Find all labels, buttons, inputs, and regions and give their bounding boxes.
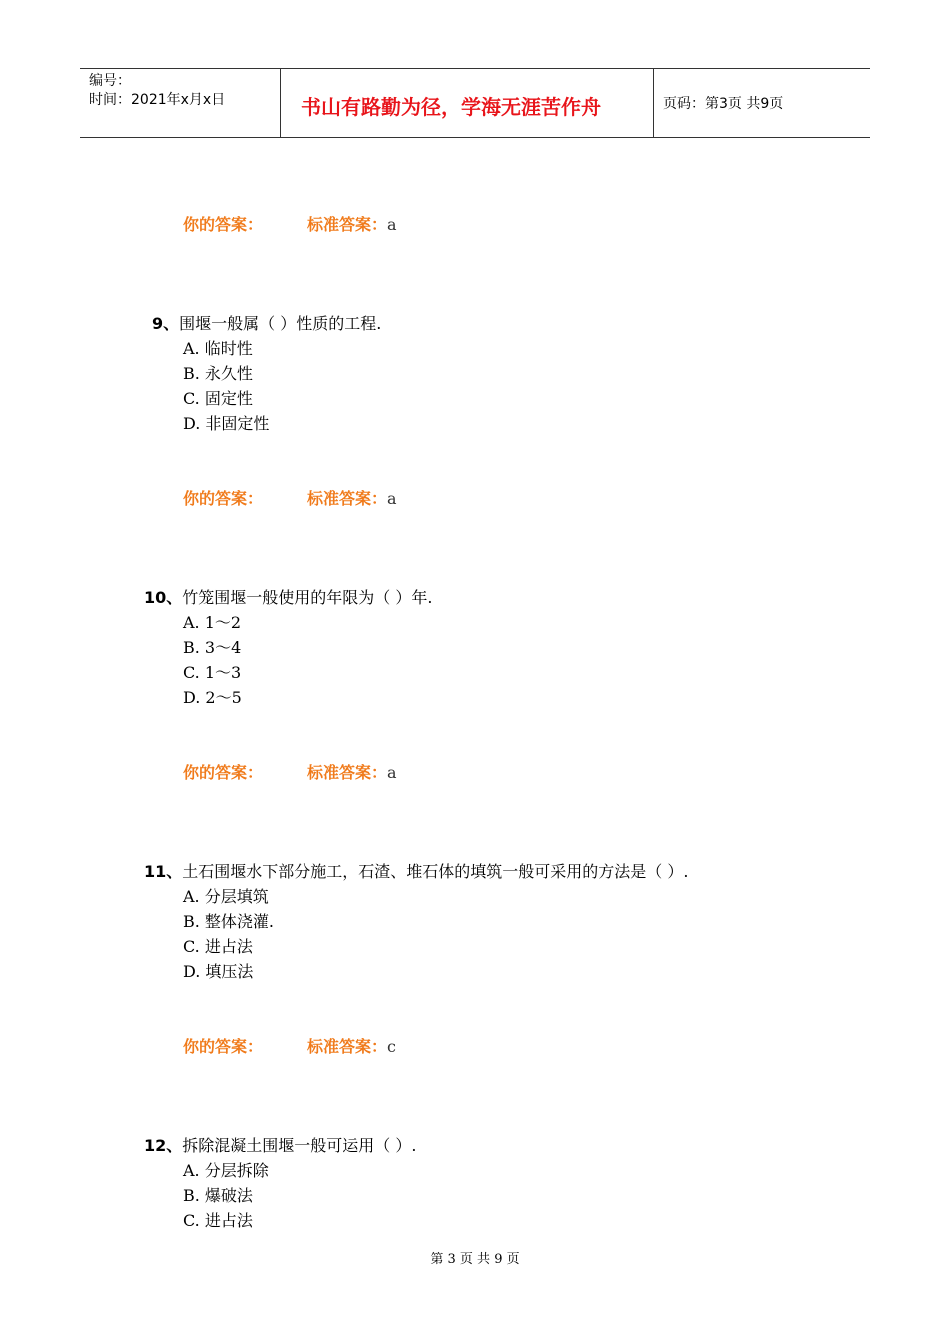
- standard-answer-label: 标准答案：: [307, 215, 388, 234]
- answer-row: [183, 1034, 396, 1057]
- question-text: 围堰一般属（ ）性质的工程.: [179, 314, 382, 333]
- answer-row: [183, 486, 397, 509]
- your-answer-label: 你的答案：: [183, 489, 264, 508]
- question: [144, 1133, 416, 1156]
- option: B. 3～4: [183, 638, 242, 657]
- code-label: 编号：: [89, 73, 131, 89]
- option: C. 进占法: [183, 937, 253, 956]
- page-info: 页码：第3页 共9页: [663, 96, 784, 112]
- option: C. 固定性: [183, 389, 253, 408]
- your-answer-label: 你的答案：: [183, 763, 264, 782]
- question-text: 竹笼围堰一般使用的年限为（ ）年.: [182, 588, 433, 607]
- option: D. 非固定性: [183, 414, 270, 433]
- standard-answer: [307, 212, 397, 235]
- your-answer-label: 你的答案：: [183, 1037, 264, 1056]
- question: [152, 311, 381, 334]
- standard-answer-value: a: [387, 489, 397, 508]
- option: D. 填压法: [183, 962, 254, 981]
- option: B. 永久性: [183, 364, 253, 383]
- option: B. 爆破法: [183, 1186, 253, 1205]
- option: C. 1～3: [183, 663, 242, 682]
- standard-answer-value: a: [387, 215, 397, 234]
- standard-answer: [307, 1034, 396, 1057]
- question-number: 10、: [144, 588, 183, 607]
- option: A. 临时性: [183, 339, 253, 358]
- standard-answer: [307, 760, 397, 783]
- motto: 书山有路勤为径，学海无涯苦作舟: [301, 95, 601, 119]
- question: [144, 859, 688, 882]
- question-number: 11、: [144, 862, 183, 881]
- option: A. 分层填筑: [183, 887, 269, 906]
- page-footer: 第 3 页 共 9 页: [430, 1252, 520, 1267]
- time-label: 时间：2021年x月x日: [89, 92, 226, 108]
- standard-answer-value: a: [387, 763, 397, 782]
- answer-row: [183, 212, 397, 235]
- option: A. 分层拆除: [183, 1161, 269, 1180]
- question: [144, 585, 432, 608]
- standard-answer-label: 标准答案：: [307, 489, 388, 508]
- header-motto-cell: [281, 69, 654, 137]
- option: B. 整体浇灌.: [183, 912, 275, 931]
- question-number: 9、: [152, 314, 180, 333]
- standard-answer: [307, 486, 397, 509]
- standard-answer-label: 标准答案：: [307, 1037, 388, 1056]
- answer-row: [183, 760, 397, 783]
- standard-answer-value: c: [387, 1037, 396, 1056]
- standard-answer-label: 标准答案：: [307, 763, 388, 782]
- option: D. 2～5: [183, 688, 242, 707]
- question-number: 12、: [144, 1136, 183, 1155]
- question-text: 土石围堰水下部分施工，石渣、堆石体的填筑一般可采用的方法是（ ）.: [182, 862, 689, 881]
- page-header: [80, 68, 870, 138]
- option: C. 进占法: [183, 1211, 253, 1230]
- option: A. 1～2: [183, 613, 242, 632]
- your-answer-label: 你的答案：: [183, 215, 264, 234]
- header-meta-cell: [80, 69, 281, 137]
- question-text: 拆除混凝土围堰一般可运用（ ）.: [182, 1136, 417, 1155]
